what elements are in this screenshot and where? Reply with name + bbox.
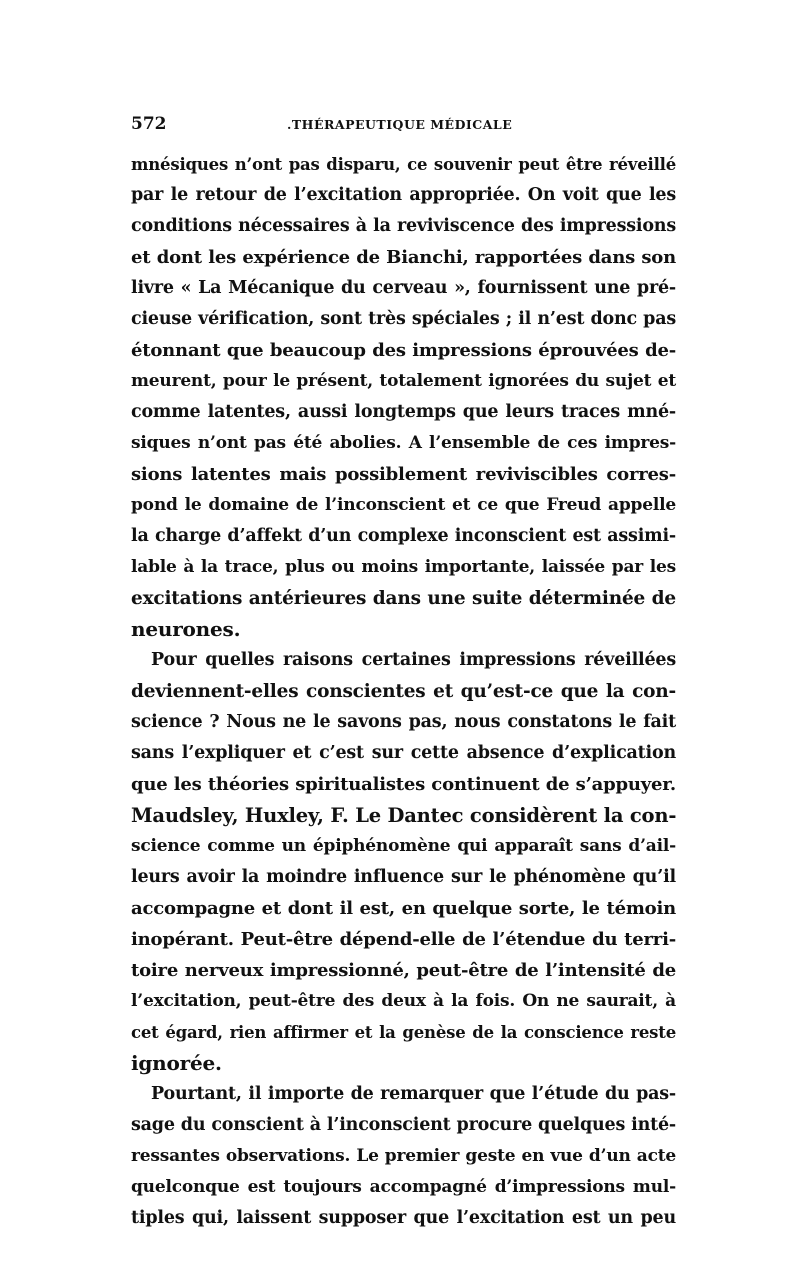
text-line: quelconque est toujours accompagné d’impressions mul-	[131, 1177, 676, 1197]
text-line: mnésiques n’ont pas disparu, ce souvenir peut être réveillé	[131, 155, 676, 174]
text-line: Pourtant, il importe de remarquer que l’étude du pas-	[151, 1084, 676, 1104]
text-line: que les théories spiritualistes continuent de s’appuyer.	[131, 774, 676, 795]
text-line: pond le domaine de l’inconscient et ce que Freud appelle	[131, 495, 676, 515]
text-line: toire nerveux impressionné, peut-être de l’intensité de	[131, 960, 676, 981]
text-line: et dont les expérience de Bianchi, rapportées dans son	[131, 247, 676, 268]
body-text	[131, 149, 676, 1234]
text-line: deviennent-elles conscientes et qu’est-ce que la con-	[131, 681, 676, 702]
text-line: science ? Nous ne le savons pas, nous constatons le fait	[131, 712, 676, 732]
text-line: Pour quelles raisons certaines impressions réveillées	[151, 650, 676, 670]
text-line: accompagne et dont il est, en quelque sorte, le témoin	[131, 898, 676, 919]
text-line: science comme un épiphénomène qui apparaît sans d’ail-	[131, 836, 676, 856]
text-line: siques n’ont pas été abolies. A l’ensemble de ces impres-	[131, 433, 676, 453]
page-header	[131, 114, 676, 138]
text-line: la charge d’affekt d’un complexe inconscient est assimi-	[131, 526, 676, 546]
text-line: ignorée.	[131, 1051, 222, 1075]
text-line: leurs avoir la moindre influence sur le phénomène qu’il	[131, 867, 676, 887]
text-line: Maudsley, Huxley, F. Le Dantec considèrent la con-	[131, 804, 677, 827]
text-line: sions latentes mais possiblement reviviscibles corres-	[131, 464, 676, 485]
text-line: tiples qui, laissent supposer que l’excitation est un peu	[131, 1208, 676, 1228]
text-line: conditions nécessaires à la reviviscence des impressions	[131, 216, 676, 236]
text-line: inopérant. Peut-être dépend-elle de l’étendue du terri-	[131, 929, 676, 950]
text-line: l’excitation, peut-être des deux à la fois. On ne saurait, à	[131, 991, 676, 1011]
text-line: sans l’expliquer et c’est sur cette absence d’explication	[131, 743, 676, 763]
text-line: ressantes observations. Le premier geste en vue d’un acte	[131, 1146, 676, 1166]
text-line: meurent, pour le présent, totalement ignorées du sujet et	[131, 371, 676, 391]
text-line: cet égard, rien affirmer et la genèse de la conscience reste	[131, 1023, 676, 1042]
running-title: .THÉRAPEUTIQUE MÉDICALE	[287, 117, 513, 132]
text-line: neurones.	[131, 617, 241, 641]
text-line: lable à la trace, plus ou moins importante, laissée par les	[131, 557, 676, 577]
text-line: sage du conscient à l’inconscient procure quelques inté-	[131, 1115, 676, 1135]
text-line: excitations antérieures dans une suite déterminée de	[131, 588, 676, 609]
text-line: étonnant que beaucoup des impressions éprouvées de-	[131, 340, 676, 361]
page-number: 572	[131, 114, 167, 134]
text-line: comme latentes, aussi longtemps que leurs traces mné-	[131, 402, 676, 422]
text-line: par le retour de l’excitation appropriée. On voit que les	[131, 185, 676, 205]
text-line: cieuse vérification, sont très spéciales ; il n’est donc pas	[131, 309, 676, 329]
text-line: livre « La Mécanique du cerveau », fournissent une pré-	[131, 278, 676, 298]
